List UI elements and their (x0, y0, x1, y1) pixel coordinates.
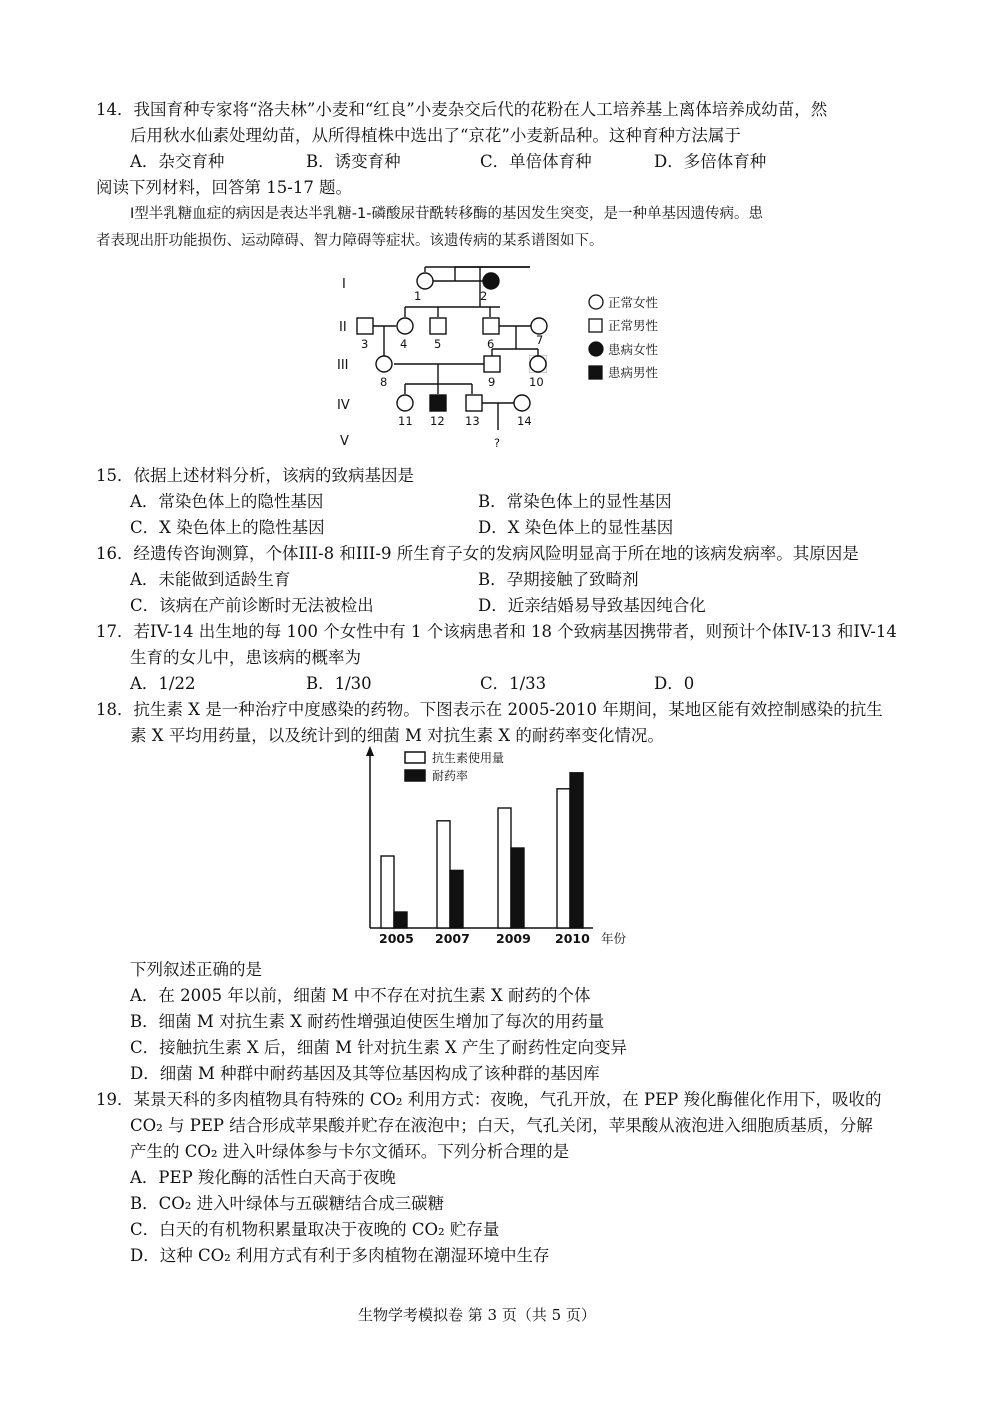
q18-option-d: D．细菌 M 种群中耐药基因及其等位基因构成了该种群的基因库 (130, 1064, 600, 1083)
option-c: C．该病在产前诊断时无法被检出 (130, 596, 374, 615)
individual-IV-14 (514, 395, 530, 411)
option-d: D．0 (654, 674, 695, 693)
num-1: 1 (414, 289, 422, 303)
option-c: C．单倍体育种 (480, 152, 592, 171)
num-5: 5 (434, 337, 442, 351)
q18-option-c: C．接触抗生素 X 后，细菌 M 针对抗生素 X 产生了耐药性定向变异 (130, 1038, 627, 1057)
gen-label-IV: IV (337, 398, 350, 413)
num-14: 14 (517, 414, 532, 428)
antibiotic-bar-chart (355, 744, 645, 950)
num-3: 3 (361, 337, 369, 351)
num-6: 6 (487, 337, 495, 351)
option-a: A．杂交育种 (130, 152, 225, 171)
num-4: 4 (400, 337, 408, 351)
option-a: A．常染色体上的隐性基因 (130, 492, 324, 511)
unknown-mark: ? (494, 436, 501, 450)
q19-option-b: B．CO₂ 进入叶绿体与五碳糖结合成三碳糖 (130, 1194, 445, 1213)
option-b: B．诱变育种 (306, 152, 401, 171)
num-9: 9 (488, 375, 496, 389)
option-b: B．孕期接触了致畸剂 (478, 570, 639, 589)
material-line1: I型半乳糖血症的病因是表达半乳糖-1-磷酸尿苷酰转移酶的基因发生突变，是一种单基因遗传病。患 (130, 206, 763, 222)
individual-III-9 (484, 356, 500, 372)
q18-option-b: B．细菌 M 对抗生素 X 耐药性增强迫使医生增加了每次的用药量 (130, 1012, 605, 1031)
q19-option-a: A．PEP 羧化酶的活性白天高于夜晚 (130, 1168, 396, 1187)
option-a: A．未能做到适龄生育 (130, 570, 291, 589)
legend-male-normal: 正常男性 (608, 318, 659, 333)
x-tick-label-2009: 2009 (496, 931, 531, 946)
q19-line1: 19．某景天科的多肉植物具有特殊的 CO₂ 利用方式：夜晚，气孔开放，在 PEP 羧化酶催化作用下，吸收的 (96, 1090, 882, 1109)
q14-line2: 后用秋水仙素处理幼苗，从所得植株中选出了“京花”小麦新品种。这种育种方法属于 (130, 126, 741, 145)
reading-intro: 阅读下列材料，回答第 15-17 题。 (96, 178, 353, 197)
legend-resistance-swatch (405, 770, 425, 781)
legend-female-normal: 正常女性 (608, 295, 659, 310)
bar-usage-2010 (557, 789, 570, 928)
legend-usage-swatch (405, 752, 425, 763)
q18-option-a: A．在 2005 年以前，细菌 M 中不存在对抗生素 X 耐药的个体 (130, 986, 591, 1005)
legend-male-affected: 患病男性 (608, 365, 659, 380)
y-axis-arrow (366, 746, 374, 756)
option-d: D．多倍体育种 (654, 152, 767, 171)
option-b: B．常染色体上的显性基因 (478, 492, 672, 511)
legend-female-normal-icon (589, 295, 603, 309)
individual-IV-12 (430, 395, 446, 411)
individual-II-3 (357, 318, 373, 334)
gen-label-I: I (342, 277, 346, 292)
q17-line2: 生育的女儿中，患该病的概率为 (130, 648, 361, 667)
q15-stem: 15．依据上述材料分析，该病的致病基因是 (96, 466, 414, 485)
individual-I-2 (483, 273, 499, 289)
bar-resistance-2007 (450, 870, 463, 928)
gen-label-III: III (337, 358, 349, 373)
individual-I-1 (417, 273, 433, 289)
x-tick-label-2005: 2005 (379, 931, 414, 946)
individual-III-10-circle (530, 356, 546, 372)
num-2: 2 (480, 289, 488, 303)
pedigree-chart (330, 262, 680, 458)
bar-usage-2007 (437, 821, 450, 928)
bar-resistance-2010 (570, 773, 583, 928)
individual-IV-13 (466, 395, 482, 411)
legend-male-normal-icon (589, 319, 602, 332)
num-7: 7 (536, 333, 544, 347)
x-unit-label: 年份 (601, 931, 627, 946)
page-footer: 生物学考模拟卷 第 3 页（共 5 页） (358, 1306, 596, 1324)
bar-usage-2009 (498, 808, 511, 928)
individual-IV-11 (397, 395, 413, 411)
num-10: 10 (529, 375, 544, 389)
legend-female-affected-icon (589, 342, 603, 356)
individual-II-5 (430, 318, 446, 334)
option-a: A．1/22 (130, 674, 196, 693)
bar-usage-2005 (381, 856, 394, 928)
q18-line2: 素 X 平均用药量，以及统计到的细菌 M 对抗生素 X 的耐药率变化情况。 (130, 726, 664, 745)
legend-resistance: 耐药率 (432, 769, 469, 783)
num-13: 13 (465, 414, 480, 428)
individual-II-7 (531, 318, 547, 334)
q18-prompt: 下列叙述正确的是 (130, 960, 262, 979)
option-d: D．近亲结婚易导致基因纯合化 (478, 596, 706, 615)
gen-label-II: II (339, 320, 347, 335)
x-tick-label-2007: 2007 (435, 931, 470, 946)
num-12: 12 (430, 414, 445, 428)
bar-resistance-2009 (511, 848, 524, 928)
option-c: C．X 染色体上的隐性基因 (130, 518, 325, 537)
q19-line3: 产生的 CO₂ 进入叶绿体参与卡尔文循环。下列分析合理的是 (130, 1142, 570, 1161)
option-b: B．1/30 (306, 674, 372, 693)
individual-II-6 (483, 318, 499, 334)
q17-line1: 17．若IV-14 出生地的每 100 个女性中有 1 个该病患者和 18 个致病基因携带者，则预计个体IV-13 和IV-14 (96, 622, 897, 641)
num-8: 8 (380, 375, 388, 389)
legend-male-affected-icon (589, 366, 602, 379)
q16-stem: 16．经遗传咨询测算，个体III-8 和III-9 所生育子女的发病风险明显高于所在地的该病发病率。其原因是 (96, 544, 859, 563)
legend-female-affected: 患病女性 (608, 342, 659, 357)
num-11: 11 (398, 414, 413, 428)
individual-II-4 (397, 318, 413, 334)
q19-option-c: C．白天的有机物积累量取决于夜晚的 CO₂ 贮存量 (130, 1220, 500, 1239)
legend-usage: 抗生素使用量 (432, 751, 505, 765)
q19-option-d: D．这种 CO₂ 利用方式有利于多肉植物在潮湿环境中生存 (130, 1246, 550, 1265)
bar-resistance-2005 (394, 912, 407, 928)
option-d: D．X 染色体上的显性基因 (478, 518, 674, 537)
material-line2: 者表现出肝功能损伤、运动障碍、智力障碍等症状。该遗传病的某系谱图如下。 (96, 233, 604, 249)
gen-label-V: V (340, 434, 349, 449)
x-tick-label-2010: 2010 (555, 931, 590, 946)
q14-line1: 14．我国育种专家将“洛夫林”小麦和“红良”小麦杂交后代的花粉在人工培养基上离体培养成幼苗，然 (96, 100, 828, 119)
q18-line1: 18．抗生素 X 是一种治疗中度感染的药物。下图表示在 2005-2010 年期间，某地区能有效控制感染的抗生 (96, 700, 883, 719)
q19-line2: CO₂ 与 PEP 结合形成苹果酸并贮存在液泡中；白天，气孔关闭，苹果酸从液泡进入细胞质基质，分解 (130, 1116, 873, 1135)
option-c: C．1/33 (480, 674, 547, 693)
individual-III-8 (376, 356, 392, 372)
